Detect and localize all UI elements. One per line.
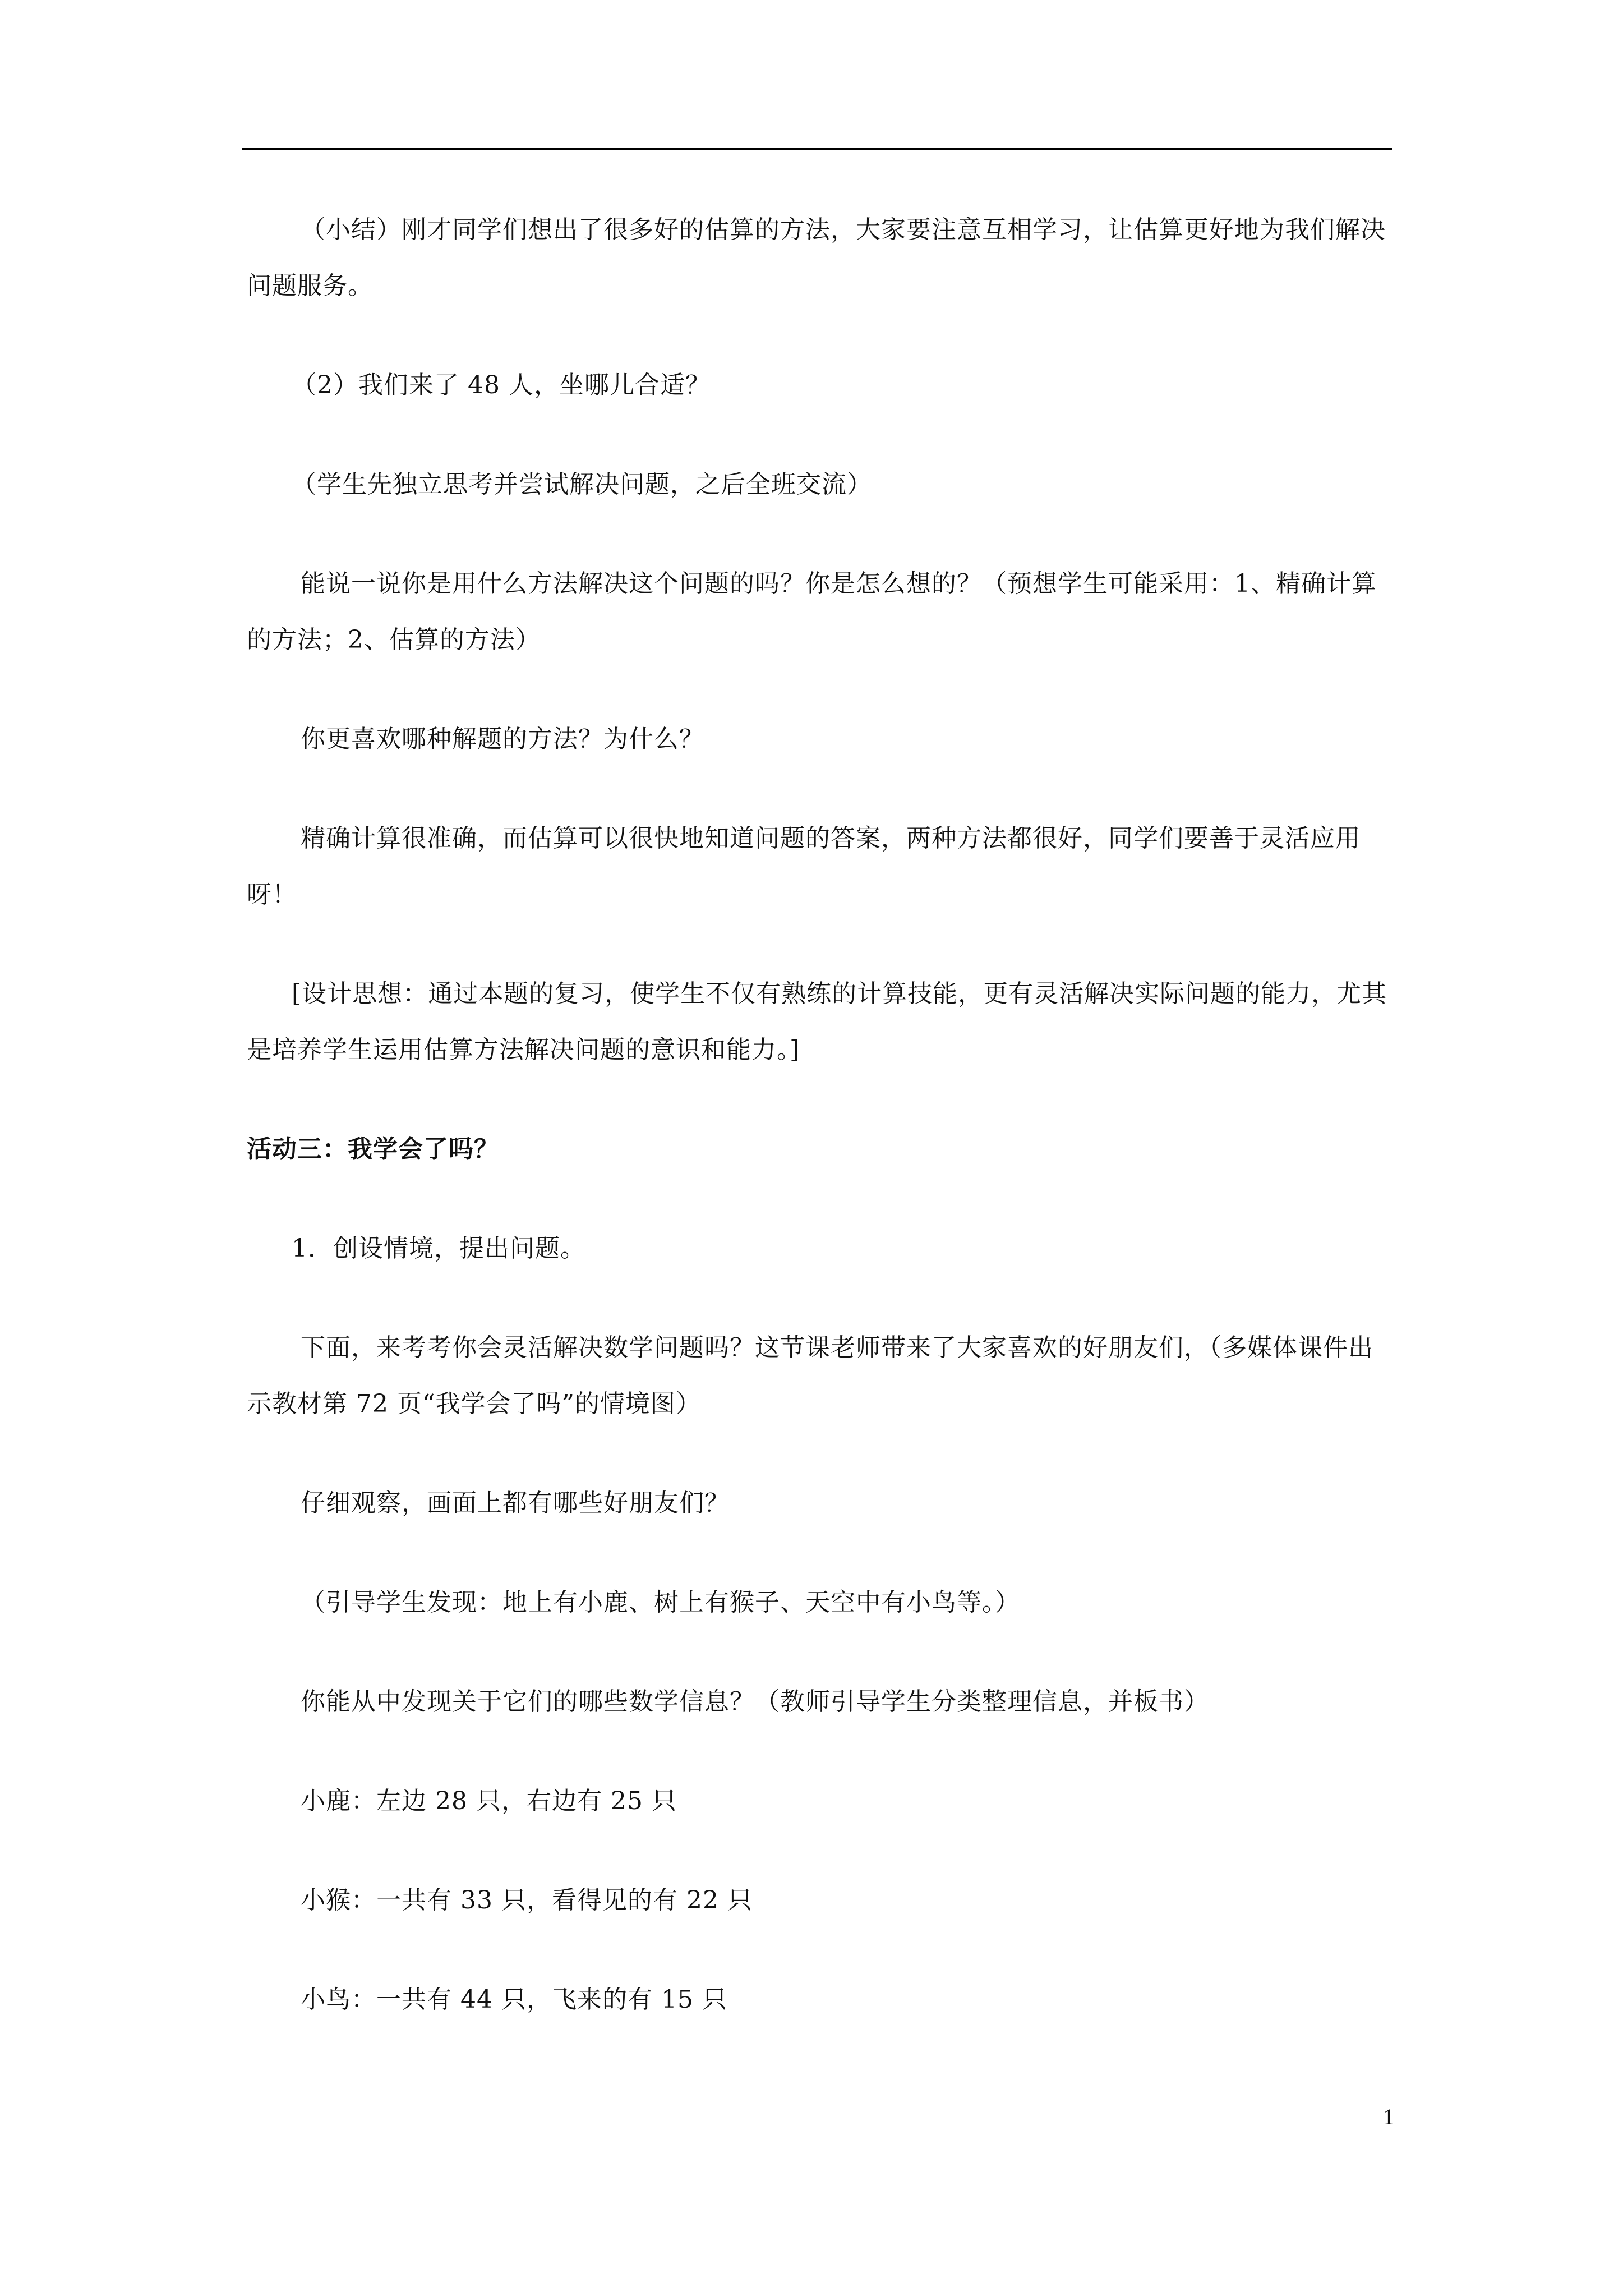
paragraph-method-question: 能说一说你是用什么方法解决这个问题的吗？你是怎么想的？（预想学生可能采用：1、精确计算的方法；2、估算的方法） <box>247 569 1377 654</box>
page-number: 1 <box>1383 2104 1394 2129</box>
paragraph-question-2: （2）我们来了 48 人，坐哪儿合适？ <box>292 371 711 399</box>
paragraph-comparison: 精确计算很准确，而估算可以很快地知道问题的答案，两种方法都很好，同学们要善于灵活应用呀！ <box>247 824 1361 909</box>
list-item-monkey: 小猴：一共有 33 只，看得见的有 22 只 <box>301 1886 753 1915</box>
header-rule <box>242 148 1392 150</box>
paragraph-step-1: 1．创设情境，提出问题。 <box>292 1234 585 1263</box>
section-heading: 活动三：我学会了吗？ <box>247 1135 499 1163</box>
list-item-bird: 小鸟：一共有 44 只，飞来的有 15 只 <box>301 1985 727 2014</box>
list-item-deer: 小鹿：左边 28 只，右边有 25 只 <box>301 1787 677 1815</box>
paragraph-preference-question: 你更喜欢哪种解题的方法？为什么？ <box>301 725 704 753</box>
paragraph-design-thought: [设计思想：通过本题的复习，使学生不仅有熟练的计算技能，更有灵活解决实际问题的能力，尤其是培养学生运用估算方法解决问题的意识和能力。] <box>247 979 1387 1064</box>
paragraph-math-info: 你能从中发现关于它们的哪些数学信息？（教师引导学生分类整理信息，并板书） <box>301 1687 1209 1716</box>
paragraph-scenario: 下面，来考考你会灵活解决数学问题吗？这节课老师带来了大家喜欢的好朋友们，（多媒体课件出示教材第 72 页“我学会了吗”的情境图） <box>247 1333 1373 1418</box>
paragraph-guide-discover: （引导学生发现：地上有小鹿、树上有猴子、天空中有小鸟等。） <box>301 1588 1020 1617</box>
paragraph-student-think: （学生先独立思考并尝试解决问题，之后全班交流） <box>292 470 872 499</box>
document-body <box>247 202 1388 2028</box>
paragraph-observe: 仔细观察，画面上都有哪些好朋友们？ <box>301 1489 730 1517</box>
paragraph-summary: （小结）刚才同学们想出了很多好的估算的方法，大家要注意互相学习，让估算更好地为我们解决问题服务。 <box>247 215 1386 300</box>
